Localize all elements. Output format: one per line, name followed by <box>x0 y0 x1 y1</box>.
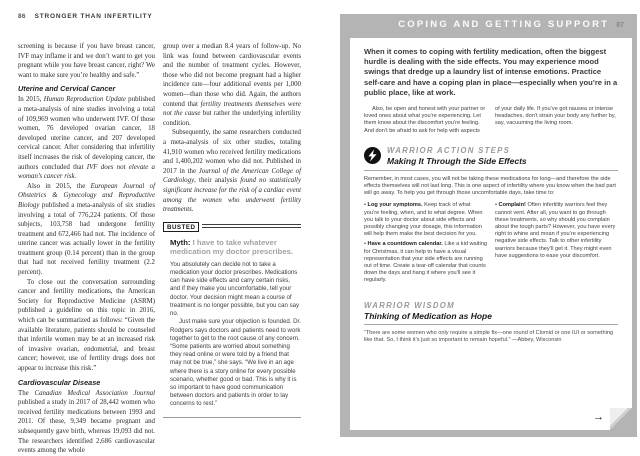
busted-double-rule <box>202 224 301 229</box>
left-column-2 <box>163 42 301 418</box>
bullet-dot: • <box>364 241 366 248</box>
paragraph: Subsequently, the same researchers conducted a meta-analysis of six other studies, totaling 41,910 women who received fertility medications and 1,400,202 women who did not. Published in 2017 in the Journal of the American College of Cardiology, their analysis found no statistically significant increase for the risk of a cardiac event among the women who underwent fertility treatments. <box>163 129 302 214</box>
left-page-number: 86 <box>18 13 26 20</box>
busted-label: BUSTED <box>163 222 199 232</box>
paragraph: group over a median 8.4 years of follow-up. No link was found between cardiovascular events and the number of treatment cycles. However, those who did not become pregnant had a higher incidence rate—four additional events per 1,000 women—than those who did. Again, the authors contend that fertility treatments themselves were not the cause but rather the underlying infertility condition. <box>163 43 302 127</box>
opening-columns <box>364 106 618 135</box>
bullet-lead: Log your symptoms. <box>367 202 423 209</box>
bullet-countdown-calendar <box>364 241 487 284</box>
bullet-text: Often infertility warriors feel they cannot vent. After all, you want to go through these treatments, so why should you complain about the tough parts? However, you have every right to whine and moan if you’re experiencing negative side effects. Talk to other infertility warriors because they’ll get it. They might even have suggestions to ease your discomfort. <box>495 202 616 259</box>
bullet-text: Like a kid waiting for Christmas, it can help to have a visual representation that your side effects are running out of time. Create a tear-off calendar that counts down the days and hang it where you’ll see it regularly. <box>364 241 487 284</box>
bullet-column-1 <box>364 202 487 287</box>
warrior-action-steps-header <box>364 146 618 166</box>
right-page-number: 87 <box>616 22 624 29</box>
bullet-lead: Have a countdown calendar. <box>367 241 443 248</box>
warrior-wisdom-kicker: WARRIOR WISDOM <box>364 300 455 310</box>
myth-statement <box>170 238 301 257</box>
right-page-header <box>398 19 624 30</box>
busted-body-paragraph: You absolutely can decide not to take a medication your doctor prescribes. Medications can have side effects and carry certain risks, and if they make you uncomfortable, tell your doctor. Your decision might mean a course of treatment is no longer possible, but you can say no. <box>170 260 300 318</box>
section-heading-uterine-cervical-cancer: Uterine and Cervical Cancer <box>18 84 116 94</box>
paragraph: screening is because if you have breast cancer, IVF may inflame it and we don’t want to get you pregnant while you have breast cancer, right? We want to make sure you’re healthy and safe.” <box>18 43 155 79</box>
page-curl-corner <box>610 408 632 430</box>
busted-body-paragraph: Just make sure your objection is founded. Dr. Rodgers says doctors and patients need to work together to get to the root cause of any concern. “Some patients are worried about something they read online or were told by a friend that may not be true,” she says. “We live in an age where there is a story online for every possible scenario, whether good or bad. This is why it is so important to have good communication between doctors and patients in order to lay concerns to rest.” <box>170 318 301 408</box>
myth-label: Myth: <box>170 237 191 247</box>
bullet-column-2 <box>495 202 618 287</box>
bullet-text: Keep track of what you’re feeling, when, and to what degree. When you talk to your doctor about side effects and possibly changing your dosage, this information will help them make the best decision for you. <box>364 202 483 238</box>
busted-content <box>163 238 301 409</box>
bullet-dot: • <box>364 202 366 209</box>
bullet-lead: Complain! <box>498 202 526 209</box>
opening-column-2: of your daily life. If you’ve got nausea or intense headaches, don’t strain your body any further by, say, vacuuming the living room. <box>495 106 616 127</box>
right-page <box>340 14 637 437</box>
busted-header <box>163 222 301 232</box>
lightning-bolt-icon <box>364 147 381 164</box>
warrior-quote <box>364 330 618 345</box>
myth-text: I have to take whatever medication my doctor prescribes. <box>170 237 294 257</box>
warrior-wisdom-section <box>364 301 618 345</box>
busted-closing-rule <box>163 417 301 418</box>
side-effects-section-title: Making It Through the Side Effects <box>387 155 527 166</box>
left-page-header <box>18 13 153 20</box>
bullet-columns <box>364 202 618 287</box>
paragraph: In 2015, Human Reproduction Update published a meta-analysis of nine studies involving a total of 109,969 women who underwent IVF. Of those women, 76 developed ovarian cancer, 18 developed uterine cancer, and 207 developed cervical cancer. After considering that infertility itself increases the risk of developing cancer, the authors concluded that IVF does not elevate a woman’s cancer risk. <box>18 96 155 181</box>
medication-as-hope-title: Thinking of Medication as Hope <box>364 310 492 321</box>
opening-column-1: Also, be open and honest with your partner or loved ones about what you’re experiencing. Let them know about the discomfort you’re feeling. And don’t be afraid to ask for help with aspects <box>364 106 486 134</box>
paragraph: To close out the conversation surrounding cancer and fertility medications, the American Society for Reproductive Medicine (ASRM) published a guideline on this topic in 2016, which can be summarized as follows: “Given the available literature, patients should be counseled that infertile women may be at an increased risk of invasive ovarian, endometrial, and breast cancer; however, use of fertility drugs does not appear to increase this risk.” <box>18 278 155 372</box>
left-column-1 <box>18 42 155 456</box>
action-steps-intro: Remember, in most cases, you will not be taking these medications for long—and therefore the side effects themselves will not last long. This is one aspect of infertility where you know when the bad part will go away. To help you get through those uncomfortable days, take time to: <box>364 175 616 197</box>
busted-myth-box <box>163 222 301 418</box>
section-rule <box>364 170 618 171</box>
paragraph: The Canadian Medical Association Journal published a study in 2017 of 28,442 women who received fertility medications between 1993 and 2011. Of these, 9,349 became pregnant and subsequently gave birth, whereas 19,093 did not. The researchers identified 2,686 cardiovascular events among the whole <box>18 389 155 455</box>
right-running-head: COPING AND GETTING SUPPORT <box>398 19 610 30</box>
warrior-action-steps-titles <box>387 146 527 166</box>
warrior-action-steps-kicker: WARRIOR ACTION STEPS <box>387 145 511 155</box>
quote-attribution: —Abbey, Wisconsin <box>511 337 562 344</box>
next-page-arrow-icon: → <box>593 411 604 423</box>
left-running-head: STRONGER THAN INFERTILITY <box>34 13 153 20</box>
paragraph: Also in 2015, the European Journal of Obstetrics & Gynecology and Reproductive Biology published a meta-analysis of six studies involving a total of 776,224 patients. Of those subjects, 103,758 had undergone fertility treatment and 672,466 had not. The incidence of uterine cancer was actually lower in the fertility treatment group (0.14 percent) than in the group that had not received fertility treatment (2.2 percent). <box>18 182 155 277</box>
bullet-log-symptoms <box>364 202 487 238</box>
bullet-complain <box>495 202 618 260</box>
bullet-dot: • <box>495 202 497 209</box>
section-heading-cardiovascular-disease: Cardiovascular Disease <box>18 377 101 387</box>
content-card <box>350 38 632 430</box>
coping-intro-paragraph: When it comes to coping with fertility medication, often the biggest hurdle is dealing with the side effects. You may experience mood swings that dredge up a laundry list of intense emotions. Practice self-care and have a coping plan in place—especially when you’re in a public place, like at work. <box>364 47 618 97</box>
section-rule <box>364 324 618 325</box>
quote-text: “There are some women who only require a simple fix—one round of Clomid or one IUI or something like that. So, I think it’s just so important to remain hopeful.” <box>364 329 614 344</box>
